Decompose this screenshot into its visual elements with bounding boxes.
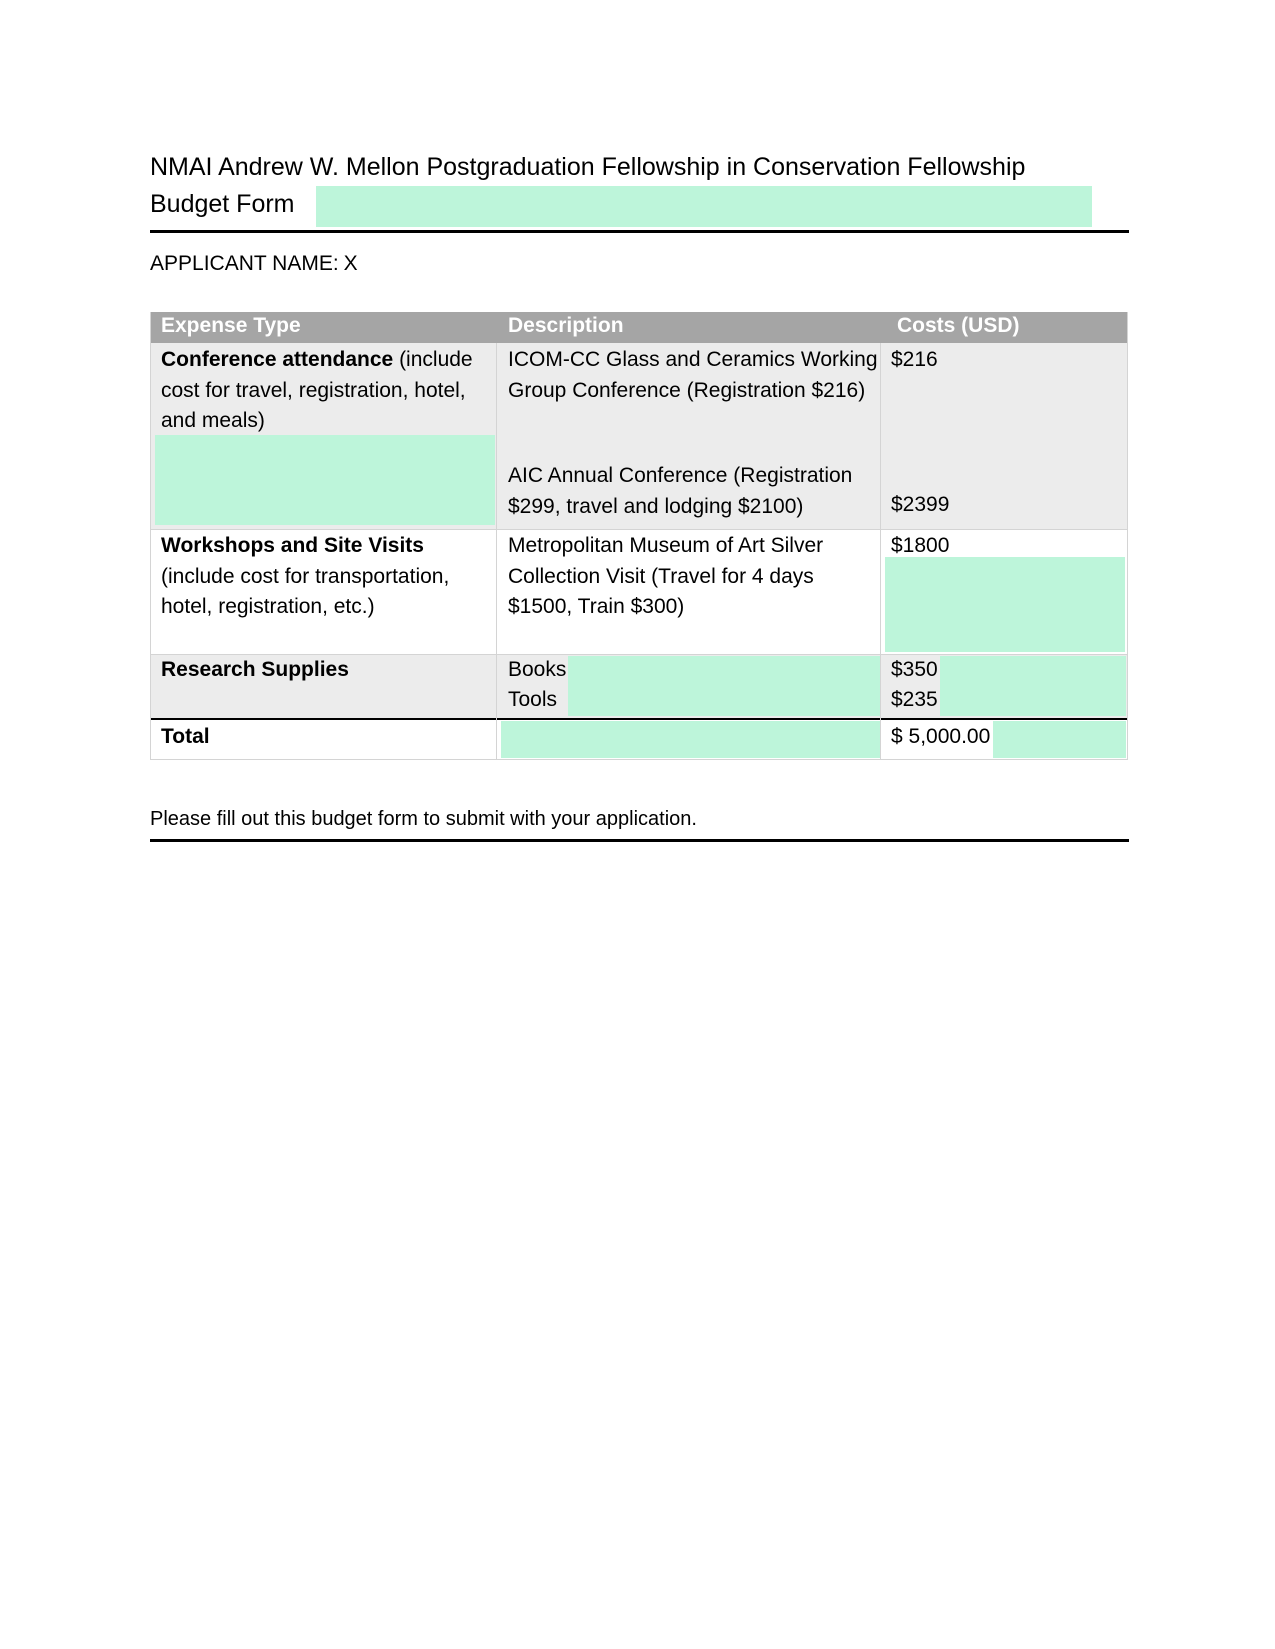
conference-type-form-field[interactable]	[155, 435, 495, 525]
conference-desc-1[interactable]: ICOM-CC Glass and Ceramics Working Group Conference (Registration $216)	[508, 348, 878, 402]
table-header	[150, 312, 1128, 343]
total-label: Total	[161, 725, 210, 748]
supplies-desc-form-field[interactable]	[568, 656, 880, 716]
workshops-desc[interactable]: Metropolitan Museum of Art Silver Collection Visit (Travel for 4 days $1500, Train $300)	[508, 534, 824, 618]
total-value[interactable]: $ 5,000.00	[891, 725, 991, 748]
column-divider	[496, 343, 497, 760]
form-title-line-1: NMAI Andrew W. Mellon Postgraduation Fellowship in Conservation Fellowship	[150, 153, 1026, 181]
header-description: Description	[508, 314, 624, 337]
applicant-name	[150, 252, 358, 276]
supplies-desc-tools[interactable]: Tools	[508, 688, 558, 711]
budget-table	[150, 312, 1128, 760]
header-expense-type: Expense Type	[161, 314, 301, 337]
table-row-workshops	[150, 529, 1128, 654]
table-row-conference	[150, 343, 1128, 529]
total-divider	[150, 718, 1128, 720]
conference-type-title: Conference attendance	[161, 348, 394, 371]
table-row-research-supplies	[150, 654, 1128, 719]
total-cost-form-field[interactable]	[993, 721, 1126, 758]
table-border-right	[1127, 312, 1128, 760]
table-border-left	[150, 312, 151, 760]
workshops-cost[interactable]: $1800	[891, 534, 950, 557]
conference-type-cell	[161, 345, 496, 437]
form-title-line-2: Budget Form	[150, 190, 295, 218]
supplies-cost-tools[interactable]: $235	[891, 688, 938, 711]
header-costs: Costs (USD)	[897, 314, 1020, 337]
conference-cost-1[interactable]: $216	[891, 348, 938, 371]
total-desc-form-field[interactable]	[501, 721, 881, 758]
workshops-cost-form-field[interactable]	[885, 557, 1125, 652]
conference-type-note: (include cost for travel, registration, hotel, and meals)	[161, 348, 473, 432]
row-divider	[150, 654, 1128, 655]
row-divider	[150, 759, 1128, 760]
workshops-type-note: (include cost for transportation, hotel, registration, etc.)	[161, 564, 450, 618]
conference-desc-2[interactable]: AIC Annual Conference (Registration $299, travel and lodging $2100)	[508, 464, 853, 518]
form-title	[150, 148, 1129, 233]
supplies-cost-form-field[interactable]	[940, 656, 1126, 716]
conference-cost-2[interactable]: $2399	[891, 493, 950, 516]
row-divider	[150, 529, 1128, 530]
column-divider	[880, 343, 881, 760]
workshops-type-title: Workshops and Site Visits	[161, 534, 424, 557]
footer-note: Please fill out this budget form to submit with your application.	[150, 808, 1129, 842]
applicant-name-label: APPLICANT NAME:	[150, 252, 339, 275]
workshops-type-cell	[161, 531, 496, 623]
supplies-type-title: Research Supplies	[161, 658, 349, 681]
table-row-total	[150, 719, 1128, 760]
supplies-cost-books[interactable]: $350	[891, 658, 938, 681]
title-form-field[interactable]	[316, 186, 1092, 227]
supplies-desc-books[interactable]: Books	[508, 658, 567, 681]
applicant-name-value[interactable]: X	[343, 252, 358, 275]
